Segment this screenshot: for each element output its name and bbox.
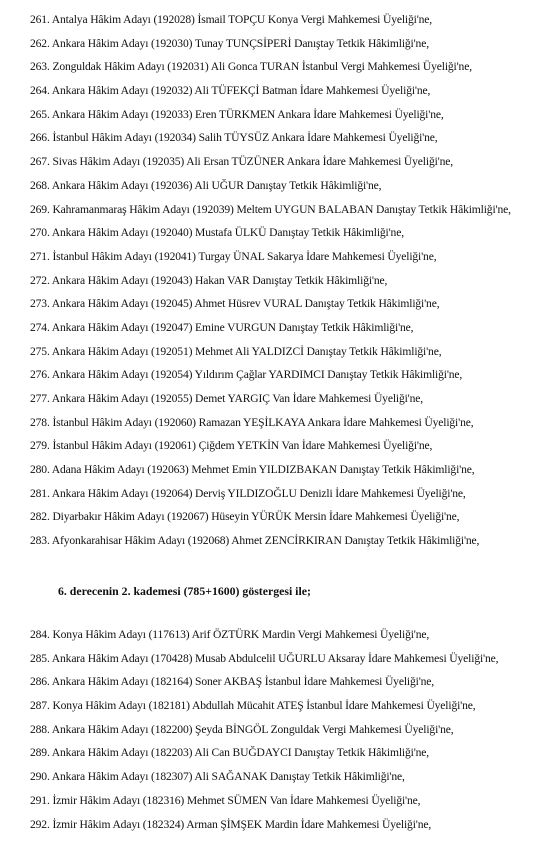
- list-item: 273. Ankara Hâkim Adayı (192045) Ahmet Hüsrev VURAL Danıştay Tetkik Hâkimliği'ne,: [30, 297, 440, 311]
- list-item: 288. Ankara Hâkim Adayı (182200) Şeyda BİNGÖL Zonguldak Vergi Mahkemesi Üyeliği'ne,: [30, 722, 454, 736]
- list-item: 262. Ankara Hâkim Adayı (192030) Tunay TUNÇSİPERİ Danıştay Tetkik Hâkimliği'ne,: [30, 36, 429, 50]
- list-item: 274. Ankara Hâkim Adayı (192047) Emine VURGUN Danıştay Tetkik Hâkimliği'ne,: [30, 320, 414, 334]
- list-item: 287. Konya Hâkim Adayı (182181) Abdullah Mücahit ATEŞ İstanbul İdare Mahkemesi Üyeliği'ne,: [30, 699, 476, 713]
- list-item: 281. Ankara Hâkim Adayı (192064) Derviş YILDIZOĞLU Denizli İdare Mahkemesi Üyeliği'ne,: [30, 486, 466, 500]
- list-item: 280. Adana Hâkim Adayı (192063) Mehmet Emin YILDIZBAKAN Danıştay Tetkik Hâkimliği'ne,: [30, 463, 475, 477]
- list-item: 272. Ankara Hâkim Adayı (192043) Hakan VAR Danıştay Tetkik Hâkimliği'ne,: [30, 273, 388, 287]
- list-item: 265. Ankara Hâkim Adayı (192033) Eren TÜRKMEN Ankara İdare Mahkemesi Üyeliği'ne,: [30, 107, 444, 121]
- list-item: 263. Zonguldak Hâkim Adayı (192031) Ali Gonca TURAN İstanbul Vergi Mahkemesi Üyeliği'ne,: [30, 60, 472, 74]
- list-item: 261. Antalya Hâkim Adayı (192028) İsmail TOPÇU Konya Vergi Mahkemesi Üyeliği'ne,: [30, 13, 433, 26]
- section-heading: 6. derecenin 2. kademesi (785+1600) göstergesi ile;: [58, 584, 311, 598]
- appointment-list-first: [30, 8, 545, 553]
- list-item: 264. Ankara Hâkim Adayı (192032) Ali TÜFEKÇİ Batman İdare Mahkemesi Üyeliği'ne,: [30, 84, 431, 98]
- list-item: 282. Diyarbakır Hâkim Adayı (192067) Hüseyin YÜRÜK Mersin İdare Mahkemesi Üyeliği'ne,: [30, 510, 460, 524]
- list-item: 289. Ankara Hâkim Adayı (182203) Ali Can BUĞDAYCI Danıştay Tetkik Hâkimliği'ne,: [30, 746, 430, 760]
- list-item: 284. Konya Hâkim Adayı (117613) Arif ÖZTÜRK Mardin Vergi Mahkemesi Üyeliği'ne,: [30, 628, 430, 641]
- list-item: 270. Ankara Hâkim Adayı (192040) Mustafa ÜLKÜ Danıştay Tetkik Hâkimliği'ne,: [30, 226, 404, 240]
- list-item: 290. Ankara Hâkim Adayı (182307) Ali SAĞANAK Danıştay Tetkik Hâkimliği'ne,: [30, 770, 405, 784]
- list-item: 291. İzmir Hâkim Adayı (182316) Mehmet SÜMEN Van İdare Mahkemesi Üyeliği'ne,: [30, 793, 421, 807]
- list-item: 292. İzmir Hâkim Adayı (182324) Arman ŞİMŞEK Mardin İdare Mahkemesi Üyeliği'ne,: [30, 817, 432, 831]
- list-item: 266. İstanbul Hâkim Adayı (192034) Salih TÜYSÜZ Ankara İdare Mahkemesi Üyeliği'ne,: [30, 131, 438, 145]
- list-item: 267. Sivas Hâkim Adayı (192035) Ali Ersan TÜZÜNER Ankara İdare Mahkemesi Üyeliği'ne,: [30, 155, 453, 169]
- list-item: 285. Ankara Hâkim Adayı (170428) Musab Abdulcelil UĞURLU Aksaray İdare Mahkemesi Üyeliği'ne,: [30, 651, 499, 665]
- list-item: 276. Ankara Hâkim Adayı (192054) Yıldırım Çağlar YARDIMCI Danıştay Tetkik Hâkimliği'ne,: [30, 368, 463, 382]
- list-item: 269. Kahramanmaraş Hâkim Adayı (192039) Meltem UYGUN BALABAN Danıştay Tetkik Hâkimliği'ne,: [30, 202, 511, 216]
- list-item: 275. Ankara Hâkim Adayı (192051) Mehmet Ali YALDIZCİ Danıştay Tetkik Hâkimliği'ne,: [30, 344, 442, 358]
- list-item: 283. Afyonkarahisar Hâkim Adayı (192068) Ahmet ZENCİRKIRAN Danıştay Tetkik Hâkimliği'ne,: [30, 534, 480, 548]
- appointment-list-second: [30, 623, 545, 836]
- list-item: 279. İstanbul Hâkim Adayı (192061) Çiğdem YETKİN Van İdare Mahkemesi Üyeliği'ne,: [30, 439, 433, 453]
- list-item: 271. İstanbul Hâkim Adayı (192041) Turgay ÜNAL Sakarya İdare Mahkemesi Üyeliği'ne,: [30, 249, 437, 263]
- list-item: 277. Ankara Hâkim Adayı (192055) Demet YARGIÇ Van İdare Mahkemesi Üyeliği'ne,: [30, 392, 424, 405]
- list-item: 278. İstanbul Hâkim Adayı (192060) Ramazan YEŞİLKAYA Ankara İdare Mahkemesi Üyeliği'ne,: [30, 415, 474, 429]
- list-item: 286. Ankara Hâkim Adayı (182164) Soner AKBAŞ İstanbul İdare Mahkemesi Üyeliği'ne,: [30, 675, 435, 689]
- list-item: 268. Ankara Hâkim Adayı (192036) Ali UĞUR Danıştay Tetkik Hâkimliği'ne,: [30, 178, 382, 192]
